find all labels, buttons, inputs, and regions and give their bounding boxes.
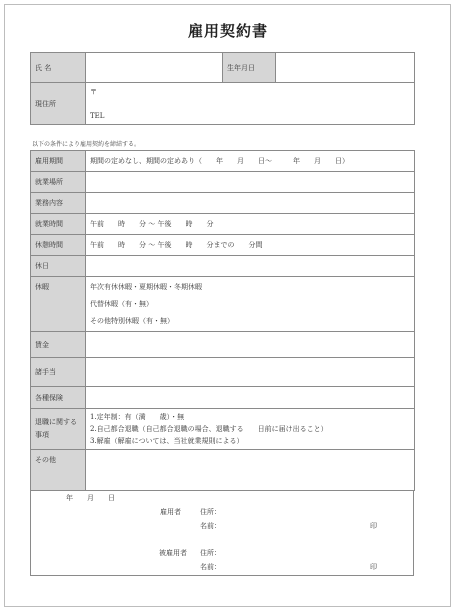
period-label: 雇用期間 (31, 151, 86, 172)
duties-field[interactable] (86, 193, 415, 214)
employer-name-label[interactable]: 名前： (200, 522, 221, 530)
employee-seal: 印 (370, 563, 377, 571)
birthdate-field[interactable] (276, 53, 415, 83)
name-label: 氏 名 (35, 63, 52, 72)
name-field[interactable] (86, 53, 223, 83)
retirement-line: 3.解雇（解雇については、当社就業規則による） (90, 437, 244, 445)
leave-line: 年次有休休暇・夏期休暇・冬期休暇 (90, 282, 202, 291)
leave-field[interactable] (86, 277, 415, 332)
holidays-field[interactable] (86, 256, 415, 277)
leave-line: その他特別休暇（有・無） (90, 316, 174, 325)
employee-name-label[interactable]: 名前： (200, 563, 221, 571)
conditions-table (30, 150, 415, 491)
leave-label: 休暇 (31, 277, 86, 332)
other-field[interactable] (86, 450, 415, 491)
retirement-label: 退職に関する事項 (31, 409, 86, 450)
postal-mark: 〒 (90, 88, 97, 96)
wage-label: 賃金 (31, 332, 86, 358)
employer-address-label[interactable]: 住所： (200, 508, 221, 516)
workplace-label: 就業場所 (31, 172, 86, 193)
break-label: 休憩時間 (31, 235, 86, 256)
break-value[interactable]: 午前 時 分 〜 午後 時 分までの 分間 (86, 235, 415, 256)
wage-field[interactable] (86, 332, 415, 358)
retirement-line: 2.自己都合退職（自己都合退職の場合、退職する 日前に届け出ること） (90, 425, 328, 433)
leave-line: 代替休暇（有・無） (90, 299, 153, 308)
duties-label: 業務内容 (31, 193, 86, 214)
signature-date[interactable]: 年 月 日 (66, 494, 115, 502)
holidays-label: 休日 (31, 256, 86, 277)
employee-address-label[interactable]: 住所： (200, 549, 221, 557)
name-label-cell (31, 53, 86, 83)
period-value[interactable]: 期間の定めなし、期間の定めあり（ 年 月 日〜 年 月 日） (86, 151, 415, 172)
insurance-field[interactable] (86, 387, 415, 409)
allowance-label: 諸手当 (31, 358, 86, 387)
workplace-field[interactable] (86, 172, 415, 193)
employer-seal: 印 (370, 522, 377, 530)
birthdate-label: 生年月日 (223, 53, 276, 83)
insurance-label: 各種保険 (31, 387, 86, 409)
retirement-field[interactable] (86, 409, 415, 450)
tel-label: TEL (90, 112, 105, 120)
hours-value[interactable]: 午前 時 分 〜 午後 時 分 (86, 214, 415, 235)
other-label: その他 (31, 450, 86, 491)
hours-label: 就業時間 (31, 214, 86, 235)
employer-label: 雇用者 (160, 508, 181, 516)
header-table (30, 52, 415, 125)
address-field[interactable] (86, 83, 415, 125)
contract-note: 以下の条件により雇用契約を締結する。 (32, 141, 141, 148)
address-label: 現住所 (31, 83, 86, 125)
employee-label: 被雇用者 (159, 549, 187, 557)
retirement-line: 1.定年制：有（満 歳）・無 (90, 413, 185, 421)
allowance-field[interactable] (86, 358, 415, 387)
document-title: 雇用契約書 (187, 22, 268, 40)
